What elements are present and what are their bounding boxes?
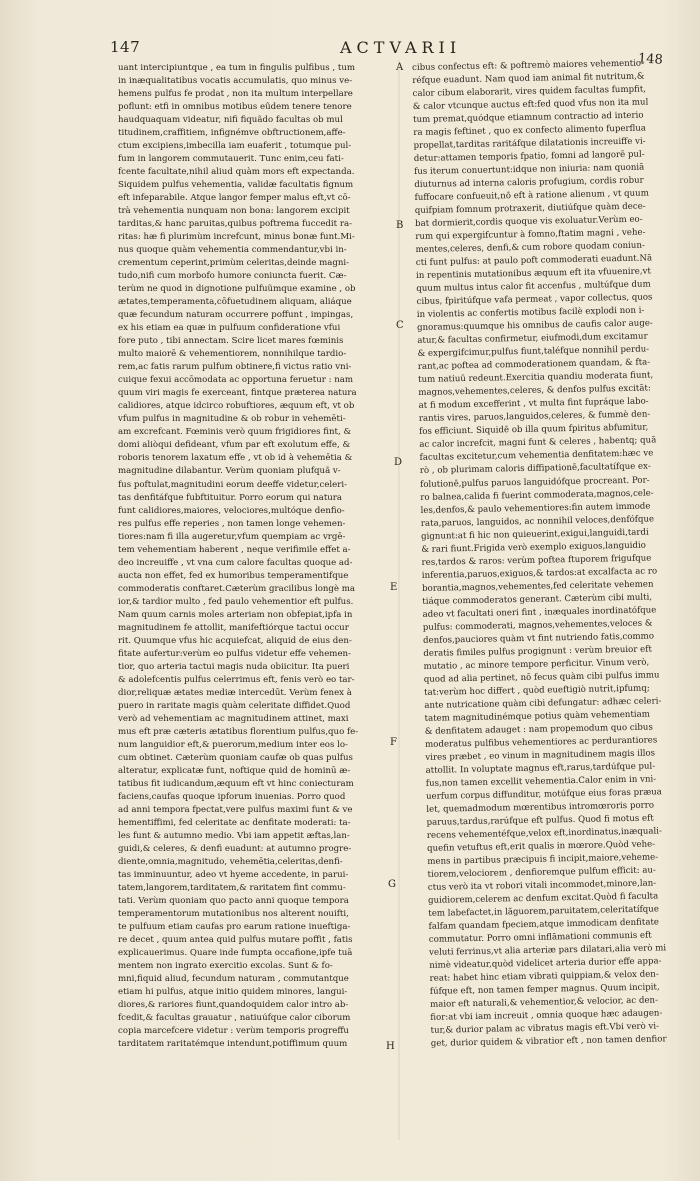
text-line: adeo vt facultati oneri fint , inæquales inordinatófque xyxy=(422,605,657,620)
text-line: tarditas,& hanc paruitas,quibus poftrema fuccedit ra- xyxy=(118,219,352,230)
text-line: hemens pulfus fe prodat , non ita multum interpellare xyxy=(118,89,353,100)
text-line: diente,omnia,magnitudo, vehemētia,celeritas,denfi- xyxy=(118,856,343,867)
text-line: fus iterum conuertunt:idque non iniuria: nam quoniā xyxy=(414,162,645,178)
text-line: les,denfos,& paulo vehementiores:fin autem immode xyxy=(420,501,651,516)
text-line: commutatur. Porro omni inflāmationi communis eft xyxy=(428,930,652,945)
text-line: nus quoque quàm vehementia commendantur,vbi in- xyxy=(118,245,347,256)
text-line: ex his etiam ea quæ in pulfuum confideratione vfui xyxy=(118,323,341,334)
text-line: gnoramus:quumque his omnibus de caufis calor auge- xyxy=(417,318,653,334)
text-line: calor cibum elaborarit, vires quidem facultas fumpfit, xyxy=(412,84,647,100)
text-line: tiores:nam fi illa augeretur,vfum quempiam ac vrgē- xyxy=(118,531,346,542)
margin-mark-h: H xyxy=(386,1041,395,1052)
text-line: mentes,celeres, denfi,& cum robore quodam coniun- xyxy=(415,240,645,256)
text-line: trà vehementia nunquam non bona: langorem excipit xyxy=(118,206,350,217)
text-line: tas denfitáfque fubftituitur. Porro eorum qui natura xyxy=(118,492,343,503)
text-line: etiam hi pulfus, atque initio quidem minores, langui- xyxy=(118,987,348,998)
text-line: domi aliòqui defideant, vfum par eft exolutum effe, & xyxy=(118,440,351,451)
text-line: rem,ac fatis rarum pulfum obtinere,fi victus ratio vni- xyxy=(118,362,352,373)
text-line: tum premat,quódque etiamnum contractio ad interio xyxy=(413,110,644,126)
text-line: deratis fimiles pulfus progignunt : verùm breuior eft xyxy=(423,644,652,659)
text-line: fos efficiunt. Siquidē ob illa quum fpiritus abfumitur, xyxy=(419,422,649,438)
text-line: & denfitatem adauget : nam propemodum quo cibus xyxy=(424,722,653,737)
text-line: fore puto , tibi annectam. Scire licet mares fœminis xyxy=(118,336,344,347)
text-line: titudinem,craffitiem, infignémve obftructionem,affe- xyxy=(118,128,346,139)
text-line: ante nutricatione quàm cibi defungatur: adhæc celeri- xyxy=(424,696,662,711)
text-line: tudo,nifi cum morbofo humore coniuncta fuerit. Cæ- xyxy=(118,271,347,282)
text-line: fus poftulat,magnitudini eorum deeffe videtur,celeri- xyxy=(118,479,348,490)
text-line: temperamentorum mutationibus nos alterent nouifti, xyxy=(118,909,349,920)
text-line: aucta non effet, fed ex humoribus temperamentifque xyxy=(118,570,349,581)
text-line: quum viri magis fe exerceant, fintque præterea natura xyxy=(118,388,357,399)
text-line: tas imminuuntur, adeo vt hyeme accedente, in parui- xyxy=(118,869,349,880)
text-line: bat dormierit,cordis quoque vis exoluatur.Verùm eo- xyxy=(415,214,643,230)
text-line: & expergifcimur,pulfus fiunt,taléfque nonnihil perdu- xyxy=(417,344,650,360)
text-line: inferentia,paruos,exiguos,& tardos:at excalfacta ac ro xyxy=(421,565,658,581)
text-line: num languidior eft,& puerorum,medium inter eos lo- xyxy=(118,739,348,750)
text-line: recens vehementéfque,velox eft,inordinatus,inæquali- xyxy=(426,826,663,841)
text-line: poflunt: etfi in omnibus motibus eûdem tenere tenore xyxy=(118,102,352,113)
text-line: magnitudine dilabantur. Verùm quoniam plufquã v- xyxy=(118,466,341,477)
margin-mark-e: E xyxy=(390,582,398,593)
text-line: cuique fexui accōmodata ac opportuna feruetur : nam xyxy=(118,375,354,386)
text-line: borantia,magnos,vehementes,fed celeritate vehemen xyxy=(422,579,654,594)
text-line: tat:verùm hoc differt , quòd eueftigiò nutrit,ipfumq; xyxy=(424,683,650,698)
text-line: at fi modum excefferint , vt multa fint fupráque labo- xyxy=(418,396,649,412)
text-line: ro balnea,calida fi fuerint commoderata,magnos,cele- xyxy=(420,487,654,503)
text-line: calidiores, atque idcirco robuftiores, æquum eft, vt ob xyxy=(118,401,355,412)
text-line: get, durior quidem & vibratior eft , non tamen denfior xyxy=(430,1034,667,1049)
text-line: mni,fiquid aliud, fecundum naturam , commutantque xyxy=(118,974,349,985)
text-line: propellat,tarditas raritáfque dilatationis increuiffe vi- xyxy=(413,136,646,152)
text-line: ra magis feftinet , quo ex confecto alimento fuperflua xyxy=(413,123,647,139)
text-line: réfque euadunt. Nam quod iam animal fit nutritum,& xyxy=(412,71,645,87)
text-line: mens in partibus præcipuis fi incipit,maiore,veheme- xyxy=(427,852,659,867)
text-line: magnos,vehementes,celeres, & denfos pulfus excitāt: xyxy=(418,383,651,399)
text-line: verò ad vehementiam ac magnitudinem attinet, maxi xyxy=(118,713,349,724)
text-line: fúfque eft, non tamen femper magnus. Quum incipit, xyxy=(429,982,660,997)
text-line: rit. Quumque vfus hic acquiefcat, aliquid de eius den- xyxy=(118,635,352,646)
text-line: pulfus: commoderati, magnos,vehementes,veloces & xyxy=(422,618,653,633)
text-line: fior:at vbi iam increuit , omnia quoque hæc adaugen- xyxy=(430,1008,663,1023)
text-line: mutatio , ac minore tempore perficitur. Vinum verò, xyxy=(423,657,650,672)
text-line: tatibus fit iudicandum,æquum eft vt hinc coniecturam xyxy=(118,778,354,789)
running-head: ACTVARII xyxy=(340,38,462,57)
text-line: quifpiam fomnum protraxerit, diutiúfque quàm dece- xyxy=(414,201,646,217)
text-line: ad anni tempora fpectat,vere pulfus maximi funt & ve xyxy=(118,804,353,815)
text-line: ctus verò ita vt robori vitali incommodet,minore,lan- xyxy=(427,878,657,893)
text-line: let, quemadmodum mœrentibus intromœroris porro xyxy=(426,800,655,815)
text-line: copia marcefcere videtur : verùm temporis progreffu xyxy=(118,1026,349,1037)
text-line: fus,non tamen excellit vehementia.Calor enim in vni- xyxy=(425,774,657,789)
text-line: denfos,pauciores quàm vt fint nutriendo fatis,commo xyxy=(423,631,655,646)
text-line: tem vehementiam haberent , neque verifimile effet a- xyxy=(118,544,351,555)
text-line: tior, quo arteria tactui magis nuda obiicitur. Ita pueri xyxy=(118,661,350,672)
text-line: guidiorem,celerem ac denfum excitat.Quòd fi faculta xyxy=(428,891,659,906)
text-line: & calor vtcunque auctus eft:fed quod vfus non ita mul xyxy=(412,97,649,113)
text-line: hementiffimi, fed celeritate ac denfitate moderati: ta- xyxy=(118,817,351,828)
margin-mark-b: B xyxy=(396,220,404,231)
text-line: funt calidiores,maiores, velociores,multóque denfio- xyxy=(118,505,345,516)
text-line: tum natiuū redeunt.Exercitia quandiu moderata fiunt, xyxy=(418,370,654,386)
text-line: alteratur, explicatæ funt, noftique quid de hominū æ- xyxy=(118,765,351,776)
text-line: roboris tenorem laxatum effe , vt ob id à vehemētia & xyxy=(118,453,353,464)
text-line: diores,& rariores fiunt,quandoquidem calor intro ab- xyxy=(118,1000,349,1011)
margin-mark-d: D xyxy=(394,457,403,468)
text-line: cti funt pulfus: at paulo poft commoderati euadunt.Nā xyxy=(415,253,653,269)
text-line: explicauerimus. Quare inde fumpta occafione,ipfe tuā xyxy=(118,948,353,959)
text-line: fcente facultate,nihil aliud quàm mors eft expectanda. xyxy=(118,167,355,178)
text-line: res,tardos & raros: verùm poftea ftuporem frigufque xyxy=(421,553,652,568)
text-line: mus eft præ cæteris ætatibus florentium pulfus,quo fe- xyxy=(118,726,359,737)
text-line: & adolefcentis pulfus celerrimus eft, fenis verò eo tar- xyxy=(118,674,355,685)
text-line: quum multus intus calor fit accenfus , multúfque dum xyxy=(416,279,651,295)
text-line: tarditatem raritatémque intendunt,potiffimum quum xyxy=(118,1039,348,1050)
text-line: paruus,tardus,rarúfque eft pulfus. Quod fi motus eft xyxy=(426,813,654,828)
text-line: rò , ob plurimam caloris diffipationē,facultatífque ex- xyxy=(419,461,651,477)
text-line: detur:attamen temporis fpatio, fomni ad langorē pul- xyxy=(413,149,645,165)
text-line: tati. Verùm quoniam quo pacto anni quoque tempora xyxy=(118,896,349,906)
margin-mark-a: A xyxy=(396,62,404,73)
text-line: moderatus pulfibus vehementiores ac perdurantiores xyxy=(425,735,658,750)
text-line: rata,paruos, languidos, ac nonnihil veloces,denfófque xyxy=(420,513,655,529)
text-line: cibus confectus eft: & poftremò maiores vehementio- xyxy=(412,58,645,73)
text-line: rant,ac poftea ad commoderationem quandam, & fta- xyxy=(417,357,651,373)
text-line: facultas excitetur,cum vehementia denfitatem:hæc ve xyxy=(419,448,654,464)
text-line: maior eft naturali,& vehementior,& velocior, ac den- xyxy=(430,995,659,1010)
text-line: dior,reliquæ ætates mediæ intercedūt. Verùm fenex à xyxy=(118,687,352,698)
text-line: uant intercipiuntque , ea tum in fingulis pulfibus , tum xyxy=(118,63,356,73)
text-line: tiorem,velociorem , denfioremque pulfum efficit: au- xyxy=(427,865,657,880)
text-line: in violentis ac confertis motibus facilè explodi non i- xyxy=(416,305,645,321)
text-line: fcedit,& facultas grauatur , natiuúfque calor ciborum xyxy=(118,1013,351,1024)
text-line: tatem magnitudinémque potius quàm vehementiam xyxy=(424,709,650,724)
text-line: atur,& facultas confirmetur, eiufmodi,dum excitamur xyxy=(417,331,648,347)
text-line: attollit. In voluptate magnus eft,rarus,tardúfque pul- xyxy=(425,761,656,776)
text-line: terùm ne quod in dignotione pulfuũmque examine , ob xyxy=(118,284,356,295)
text-line: guidi,& celeres, & denfi euadunt: at autumno progre- xyxy=(118,843,352,854)
text-line: cibus, fpiritúfque vafa permeat , vapor collectus, quos xyxy=(416,292,653,308)
left-text-column xyxy=(118,62,388,1051)
text-line: fitate aufertur:verùm eo pulfus videtur effe vehemen- xyxy=(118,648,351,659)
text-line: deo increuiffe , vt vna cum calore facultas quoque ad- xyxy=(118,557,353,568)
text-line: eft infeparabile. Atque langor femper malus eft,vt cō- xyxy=(118,193,351,204)
text-line: vires præbet , eo vinum in magnitudinem magis illos xyxy=(425,748,656,763)
text-line: faciens,caufas quoque ipforum inuenias. Porro quod xyxy=(118,791,346,802)
text-line: am excrefcant. Fœminis verò quum frigidiores fint, & xyxy=(118,427,352,438)
text-line: re decet , quum antea quid pulfus mutare poffit , fatis xyxy=(118,935,353,946)
margin-mark-f: F xyxy=(390,737,397,748)
text-line: rum qui expergifcuntur à fomno,ftatim magni , vehe- xyxy=(415,227,646,243)
text-line: ior,& tardior multo , fed paulo vehementior eft pulfus. xyxy=(118,596,354,607)
text-line: tiáque commoderatos generant. Cæterùm cibi multi, xyxy=(422,592,653,607)
text-line: in inæqualitatibus vocatis accumulatis, quo minus ve- xyxy=(118,76,353,87)
text-line: quod ad alia pertinet, nō fecus quàm cibi pulfus immu xyxy=(423,670,660,685)
margin-mark-c: C xyxy=(396,320,404,331)
text-line: Nam quum carnis moles arteriam non obfepiat,ipfa in xyxy=(118,609,353,620)
text-line: Siquidem pulfus vehementia, validæ facultatis fignum xyxy=(118,180,354,191)
text-line: quefin vetuftus eft,erit qualis in mœrore.Quòd vehe- xyxy=(427,839,656,854)
text-line: cum obtinet. Cæterùm quoniam caufæ ob quas pulfus xyxy=(118,752,353,763)
text-line: quæ fecundum naturam occurrere poffunt , impingas, xyxy=(118,310,354,321)
text-line: reat: habet hinc etiam vibrati quippiam,& velox den- xyxy=(429,969,659,984)
text-line: haudquaquam videatur, nifi fiquãdo facultas ob mul xyxy=(118,115,343,126)
text-line: ctum excipiens,imbecilla iam euaferit , totumque pul- xyxy=(118,141,352,152)
text-line: tur,& durior palam ac vibratus magis eft.Vbi verò vi- xyxy=(430,1021,660,1036)
text-line: les funt & autumno medio. Vbi iam appetit æftas,lan- xyxy=(118,830,350,841)
text-line: uerfum corpus diffunditur, motúfque eius foras præua xyxy=(426,787,662,802)
text-line: fuffocare confueuit,nō eft à ratione alienum , vt quum xyxy=(414,188,649,204)
left-page-number: 147 xyxy=(110,38,141,56)
text-line: diuturnus ad interna caloris profugium, cordis robur xyxy=(414,175,644,191)
text-line: magnitudinem fe attollit, manifeftiórque tactui occur xyxy=(118,622,349,633)
text-line: te pulfuum etiam caufas pro earum ratione inueftiga- xyxy=(118,922,351,933)
right-page-number: 148 xyxy=(637,51,664,68)
text-line: mentem non ingrato exercitio excolas. Sunt & fo- xyxy=(118,961,333,972)
text-line: res pulfus effe reperies , non tamen longe vehemen- xyxy=(118,518,346,529)
text-line: tem labefactet,in lãguorem,paruitatem,celeritatífque xyxy=(428,904,659,919)
text-line: nimè videatur,quòd videlicet arteria durior effe appa- xyxy=(429,956,662,971)
text-line: & rari fiunt.Frigida verò exemplo exiguos,languidio xyxy=(421,540,646,555)
text-line: commoderatis conftaret.Cæterùm gracilibus longè ma xyxy=(118,583,356,594)
right-text-column xyxy=(412,57,700,1051)
text-line: fum in langorem commutauerit. Tunc enim,ceu fati- xyxy=(118,154,344,165)
text-line: tatem,langorem,tarditatem,& raritatem fint commu- xyxy=(118,882,346,893)
text-line: folutionē,pulfus paruos languidófque procreant. Por- xyxy=(420,475,650,490)
text-line: vfum pulfus in magnitudine & ob robur in vehemēti- xyxy=(118,414,346,425)
text-line: ac calor increfcit, magni funt & celeres , habentq; quā xyxy=(419,435,657,451)
text-line: veluti ferrinus,vt alia arteriæ pars dilatari,alia verò mi xyxy=(429,943,667,958)
margin-mark-g: G xyxy=(388,879,396,890)
text-line: puero in raritate magis quàm celeritate diffidet.Quod xyxy=(118,700,351,711)
text-line: rantis vires, paruos,languidos,celeres, & fummè den- xyxy=(418,409,651,425)
text-line: crementum ceperint,primùm celeritas,deinde magni- xyxy=(118,258,350,269)
text-line: gignunt:at fi hic non quieuerint,exigui,languidi,tardi xyxy=(421,527,649,542)
text-line: in repentinis mutationibus æquum eft ita vfuuenire,vt xyxy=(416,266,651,282)
text-line: ætates,temperamenta,cōfuetudinem aliquam, aliáque xyxy=(118,297,352,308)
text-line: multo maiorē & vehementiorem, nonnihilque tardio- xyxy=(118,349,347,360)
text-line: falfam quandam fpeciem,atque immodicam denfitate xyxy=(428,917,660,932)
text-line: ritas: hæ fi plurimùm increfcunt, minus bonæ funt.Mi- xyxy=(118,232,355,243)
